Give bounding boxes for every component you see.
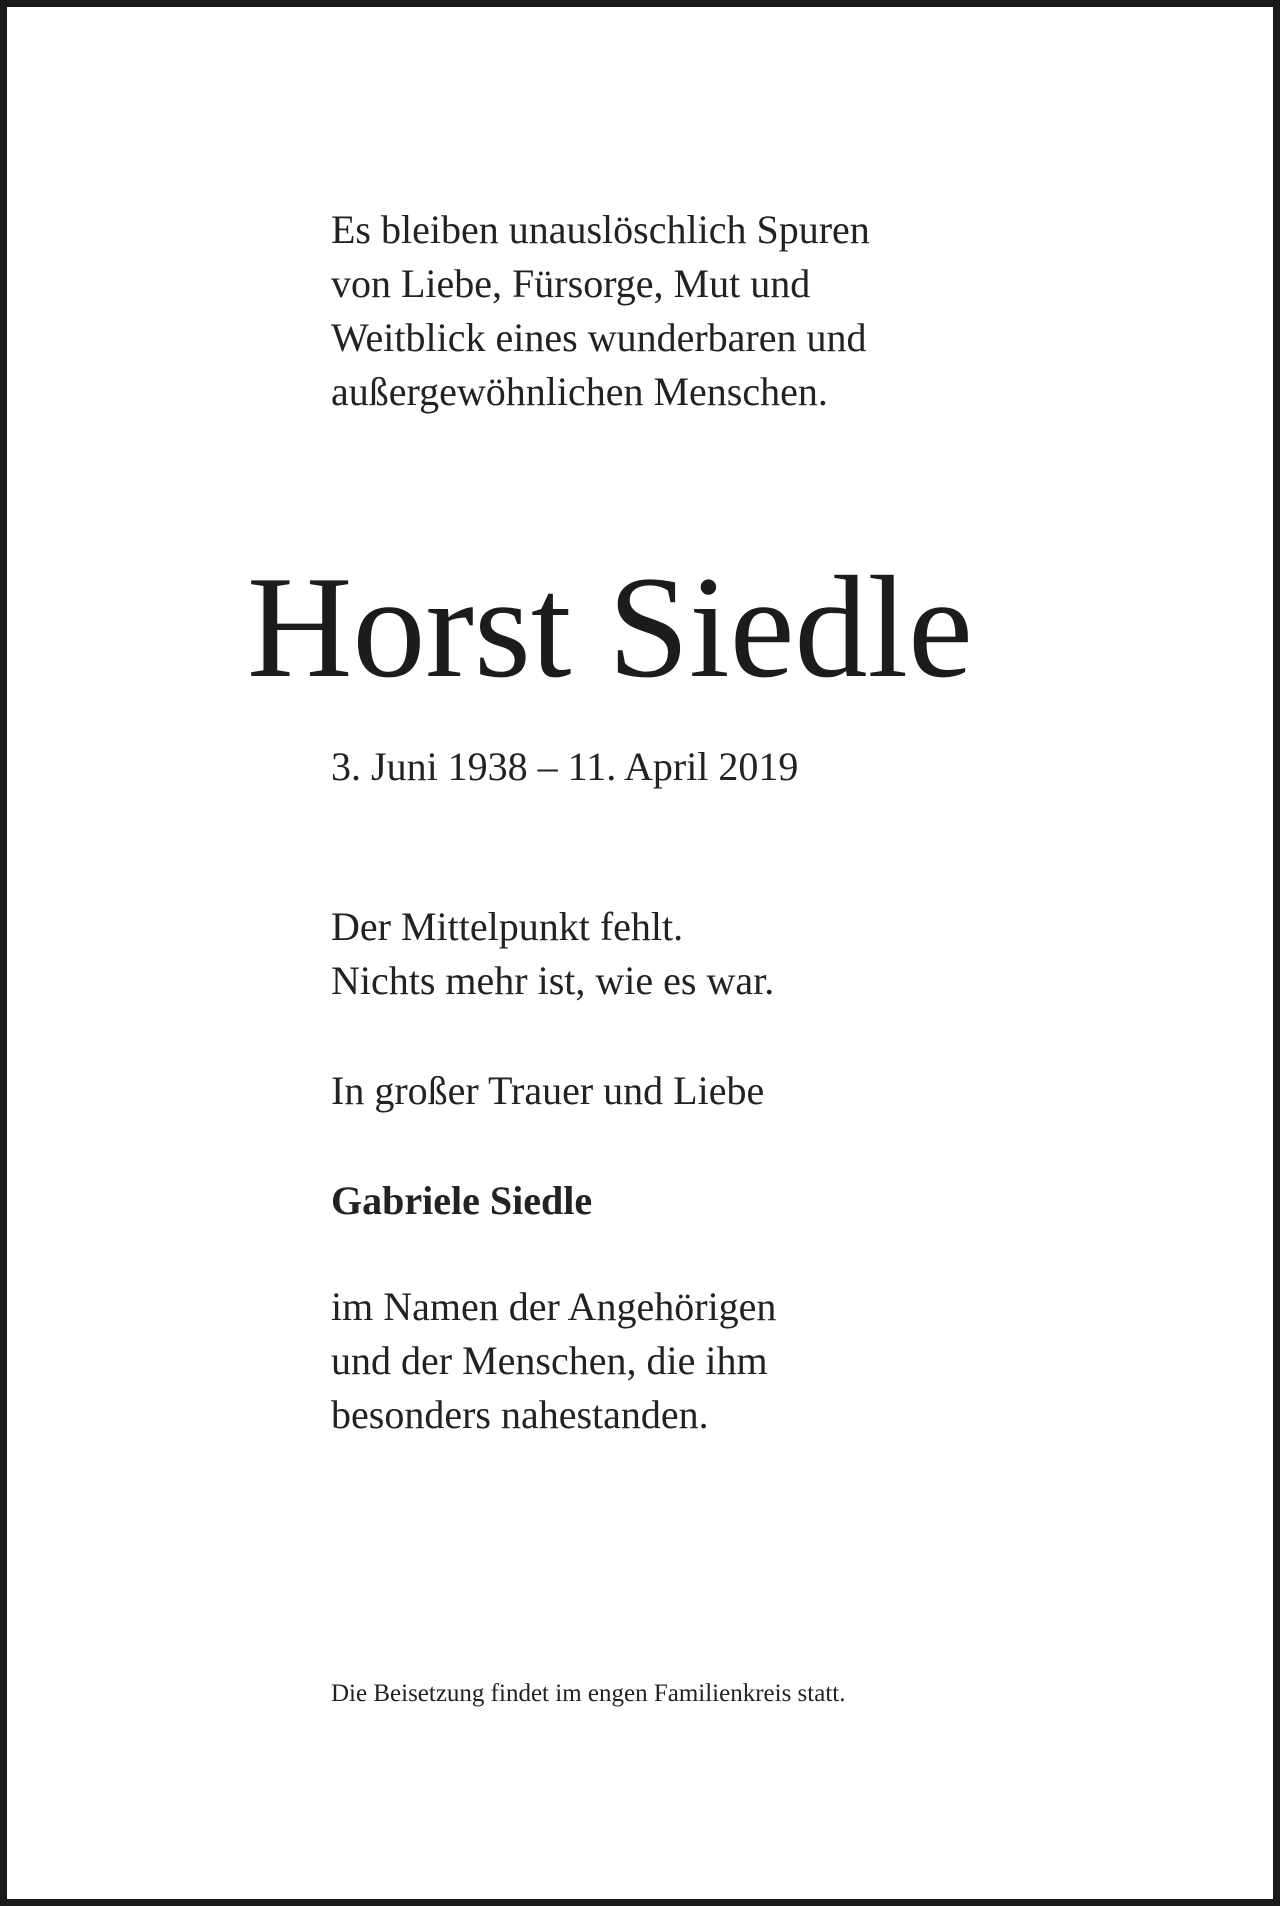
relatives-line: im Namen der Angehörigen xyxy=(331,1284,777,1329)
relatives-note xyxy=(331,1280,776,1442)
burial-note: Die Beisetzung findet im engen Familienkreis statt. xyxy=(331,1680,846,1707)
intro-line: von Liebe, Fürsorge, Mut und xyxy=(331,261,811,306)
signer-name: Gabriele Siedle xyxy=(331,1178,593,1223)
intro-line: Es bleiben unauslöschlich Spuren xyxy=(331,207,870,252)
intro-line: außergewöhnlichen Menschen. xyxy=(331,369,828,414)
relatives-line: und der Menschen, die ihm xyxy=(331,1338,768,1383)
relatives-line: besonders nahestanden. xyxy=(331,1392,709,1437)
deceased-name: Horst Siedle xyxy=(247,546,973,708)
life-dates: 3. Juni 1938 – 11. April 2019 xyxy=(331,744,799,789)
center-line: Der Mittelpunkt fehlt. xyxy=(331,904,684,949)
sorrow-line: In großer Trauer und Liebe xyxy=(331,1068,765,1113)
intro-line: Weitblick eines wunderbaren und xyxy=(331,315,867,360)
center-line: Nichts mehr ist, wie es war. xyxy=(331,958,775,1003)
center-verse xyxy=(331,900,774,1008)
intro-verse xyxy=(331,203,870,419)
